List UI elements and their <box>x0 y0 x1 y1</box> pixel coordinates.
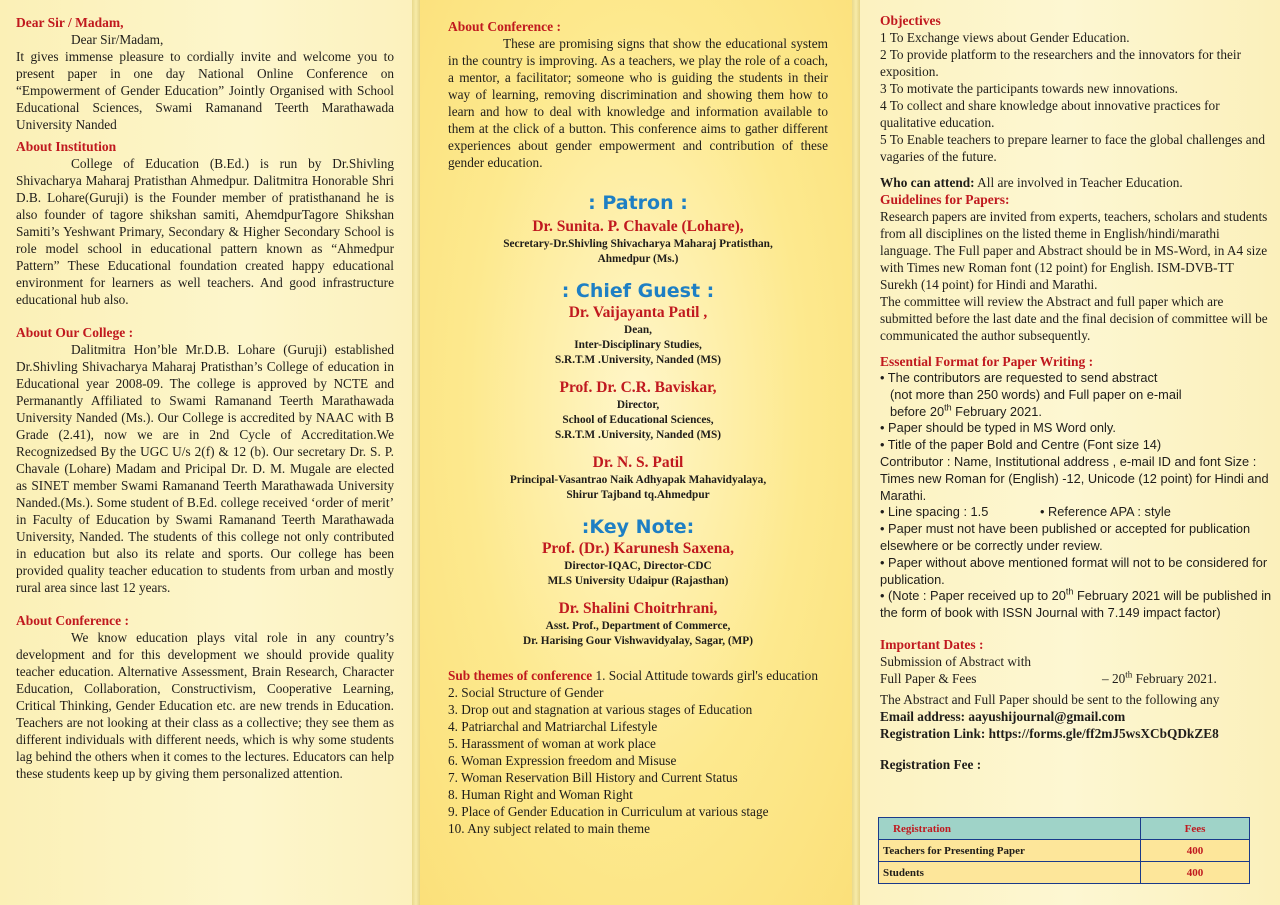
subtheme-item: 8. Human Right and Woman Right <box>448 787 633 802</box>
fee-category: Students <box>879 862 1141 884</box>
guest-line: Dean, <box>624 324 652 336</box>
subtheme-item: 1. Social Attitude towards girl's education <box>592 668 818 683</box>
subtheme-item: 3. Drop out and stagnation at various stages of Education <box>448 702 753 717</box>
patron-line: Ahmedpur (Ms.) <box>597 253 679 265</box>
greeting-heading: Dear Sir / Madam, <box>16 15 124 30</box>
email-line <box>880 708 1272 725</box>
guest-name: Dr. Vaijayanta Patil , <box>568 304 708 321</box>
conference-heading-left: About Conference : <box>16 613 129 628</box>
guest-line: S.R.T.M .University, Nanded (MS) <box>554 429 722 441</box>
guest-line: Principal-Vasantrao Naik Adhyapak Mahavidyalaya, <box>509 474 767 486</box>
who-label: Who can attend: <box>880 175 975 190</box>
subtheme-item: 5. Harassment of woman at work place <box>448 736 656 751</box>
keynote-line: Dr. Harising Gour Vishwavidyalay, Sagar, (MP) <box>523 635 753 647</box>
chief-guest-heading: : Chief Guest : <box>561 280 715 302</box>
patron-heading: : Patron : <box>588 192 688 214</box>
guest-name: Dr. N. S. Patil <box>592 454 684 471</box>
objective-item: 3 To motivate the participants towards new innovations. <box>880 81 1178 96</box>
fee-table-row <box>879 840 1250 862</box>
objectives-heading: Objectives <box>880 13 941 28</box>
guest-line: Director, <box>616 399 660 411</box>
conference-paragraph-left: We know education plays vital role in any country’s development and for this development we should provide quality teacher education. Alternative Assessment, Brain Research, Character Education, Collaboration, Constructivism, Cooperative Learning, Critical Thinking, Gender Education etc. are new trends in Education. Teachers are not looking at their class as a collective; they see them as different individuals with different needs, which is why some students lag behind the others when it comes to the lectures. Educators can help these students keep up by giving them personalized attention. <box>16 630 394 781</box>
subtheme-item: 4. Patriarchal and Matriarchal Lifestyle <box>448 719 658 734</box>
ordinal-sup: th <box>944 402 952 413</box>
college-paragraph: Dalitmitra Hon’ble Mr.D.B. Lohare (Guruji) established Dr.Shivling Shivacharya Maharaj Pratisthan’s College of education in Educational year 2008-09. The college is approved by NCTE and Permanantly Affiliated to Swami Ramanand Teerth Marathawada University Nanded (Ms.). Our College is accredited by NAAC with B Grade (2.41), now we are in 2nd Cycle of Accreditation.We Recognizedsed By the UGC U/s 2(f) & 12 (b). Our secretary Dr. S. P. Chavale (Lohare) Madam and Pricipal Dr. D. M. Mugale are elected as SINET member Swami Ramanand Teerth Marathawada University Nanded.(Ms.). Some student of B.Ed. college received ‘order of merit’ in Faculty of Education by Swami Ramanand Teerth Marathawada University, Nanded. The students of this college not only contributed in education but also its relate and sports. Our college has been provided quality teacher education to students from urban and mostly rural area since last 12 years. <box>16 342 394 595</box>
dates-value: February 2021. <box>1132 670 1217 686</box>
format-item: • The contributors are requested to send abstract <box>880 370 1158 385</box>
guest-line: S.R.T.M .University, Nanded (MS) <box>554 354 722 366</box>
dates-line <box>880 670 1272 687</box>
format-item: • Paper must not have been published or accepted for publication elsewhere or be correctly under review. <box>880 521 1251 553</box>
format-text: February 2021 will be published in the form of book with ISSN Journal with 7.149 impact factor) <box>880 588 1272 621</box>
objective-item: 2 To provide platform to the researchers and the innovators for their exposition. <box>880 47 1242 79</box>
guest-name: Prof. Dr. C.R. Baviskar, <box>559 379 717 396</box>
dates-value: – 20 <box>1102 670 1126 686</box>
ordinal-sup: th <box>1065 587 1074 598</box>
fee-table-row <box>879 862 1250 884</box>
format-item: • Paper should be typed in MS Word only. <box>880 420 1116 436</box>
dates-heading: Important Dates : <box>880 636 984 652</box>
keynote-heading: :Key Note: <box>581 516 695 538</box>
right-panel <box>860 0 1280 905</box>
format-item: • Paper without above mentioned format will not to be considered for publication. <box>880 554 1268 587</box>
who-can-attend <box>880 174 1272 191</box>
keynote-name: Prof. (Dr.) Karunesh Saxena, <box>541 540 735 557</box>
guest-line: Inter-Disciplinary Studies, <box>574 339 702 351</box>
format-heading: Essential Format for Paper Writing : <box>880 354 1094 369</box>
format-text: • Line spacing : 1.5 <box>880 504 989 520</box>
conference-heading-middle: About Conference : <box>448 19 561 34</box>
fee-header-cell: Registration <box>879 818 1141 840</box>
fee-amount: 400 <box>1141 840 1250 862</box>
subthemes-intro <box>448 667 828 684</box>
fold-divider <box>412 0 420 905</box>
intro-paragraph: It gives immense pleasure to cordially invite and welcome you to present paper in one day National Online Conference on “Empowerment of Gender Education” Jointly Organised with School Educational Sciences, Swami Ramanand Teerth Marathawada University Nanded <box>16 49 394 132</box>
guest-line: School of Educational Sciences, <box>562 414 714 426</box>
email-address[interactable]: aayushijournal@gmail.com <box>965 708 1126 724</box>
registration-fee-heading: Registration Fee : <box>880 756 982 772</box>
format-item <box>880 504 1272 521</box>
left-panel <box>0 0 412 905</box>
registration-link-label: Registration Link: <box>880 725 986 741</box>
dates-label: Full Paper & Fees <box>880 670 977 686</box>
institution-heading: About Institution <box>16 139 117 154</box>
objective-item: 5 To Enable teachers to prepare learner to face the global challenges and vagaries of the future. <box>880 132 1265 164</box>
format-item: Contributor : Name, Institutional address , e-mail ID and font Size : Times new Roman for (English) -12, Unicode (12 point) for Hindi and Marathi. <box>880 453 1269 503</box>
registration-fee-table <box>878 817 1250 884</box>
objective-item: 1 To Exchange views about Gender Education. <box>880 30 1130 45</box>
email-label: Email address: <box>880 708 966 724</box>
patron-name: Dr. Sunita. P. Chavale (Lohare), <box>532 218 744 235</box>
guest-line: Shirur Tajband tq.Ahmedpur <box>566 489 710 501</box>
middle-panel <box>420 0 852 905</box>
keynote-line: Director-IQAC, Director-CDC <box>564 560 712 572</box>
subthemes-heading: Sub themes of conference <box>448 668 593 683</box>
keynote-line: MLS University Udaipur (Rajasthan) <box>547 575 729 587</box>
format-list <box>880 370 1272 622</box>
institution-paragraph: College of Education (B.Ed.) is run by Dr.Shivling Shivacharya Maharaj Pratisthan Ahmedpur. Dalitmitra Honorable Shri D.B. Lohare(Guruji) is the Founder member of pratisthanand he is also founder of tagore shikshan samiti, AhemdpurTagore Shikshan Samiti’s Yeshwant Primary, Secondary & Higher Secondary School is role model school in educational pattern known as “Ahmedpur Pattern” These Educational foundation created happy educational environment for learners as well teachers. And good infrastructure educational hub also. <box>16 156 394 307</box>
subtheme-item: 2. Social Structure of Gender <box>448 685 604 700</box>
format-item <box>880 404 1272 421</box>
college-heading: About Our College : <box>16 325 134 340</box>
who-text: All are involved in Teacher Education. <box>974 175 1183 190</box>
format-item: • Title of the paper Bold and Centre (Font size 14) <box>880 437 1162 453</box>
format-text: before 20 <box>890 403 945 419</box>
fold-divider <box>852 0 860 905</box>
format-text: • (Note : Paper received up to 20 <box>880 588 1066 604</box>
fee-category: Teachers for Presenting Paper <box>879 840 1141 862</box>
registration-link[interactable]: https://forms.gle/ff2mJ5wsXCbQDkZE8 <box>985 725 1219 741</box>
fee-amount: 400 <box>1141 862 1250 884</box>
keynote-name: Dr. Shalini Choitrhrani, <box>558 600 718 617</box>
format-text: • Reference APA : style <box>1040 504 1171 520</box>
dates-line: Submission of Abstract with <box>880 653 1032 669</box>
subtheme-item: 9. Place of Gender Education in Curriculum at various stage <box>448 804 769 819</box>
subtheme-item: 7. Woman Reservation Bill History and Current Status <box>448 770 738 785</box>
subtheme-item: 6. Woman Expression freedom and Misuse <box>448 753 677 768</box>
format-item: (not more than 250 words) and Full paper on e-mail <box>890 386 1182 402</box>
subthemes-list <box>448 684 828 837</box>
send-text: The Abstract and Full Paper should be sent to the following any <box>880 691 1220 707</box>
format-text: February 2021. <box>951 403 1042 419</box>
fee-table-header <box>879 818 1250 840</box>
registration-link-line <box>880 725 1272 742</box>
patron-line: Secretary-Dr.Shivling Shivacharya Maharaj Pratisthan, <box>503 238 773 250</box>
objective-item: 4 To collect and share knowledge about innovative practices for qualitative education. <box>880 98 1220 130</box>
conference-paragraph-middle: These are promising signs that show the educational system in the country is improving. As a teachers, we play the role of a coach, a mentor, a facilitator; someone who is guiding the students in their way of learning, removing discrimination and showing them how to learn and how to deal with knowledge and information available to them at the click of a button. This conference aims to gather different experiences about gender empowerment and contribution of these gender education. <box>448 36 828 170</box>
ordinal-sup: th <box>1125 669 1133 680</box>
guidelines-paragraph: Research papers are invited from experts, teachers, scholars and students from all disciplines on the listed theme in English/hindi/marathi language. The Full paper and Abstract should be in MS-Word, in A4 size with Times new Roman font (12 point) for English. ISM-DVB-TT Surekh (14 point) for Hindi and Marathi. <box>880 209 1268 292</box>
subtheme-item: 10. Any subject related to main theme <box>448 821 650 836</box>
guidelines-paragraph: The committee will review the Abstract and full paper which are submitted before the last date and the final decision of committee will be communicated the author subsequently. <box>880 294 1268 343</box>
keynote-line: Asst. Prof., Department of Commerce, <box>545 620 731 632</box>
guidelines-heading: Guidelines for Papers: <box>880 192 1010 207</box>
fee-header-cell: Fees <box>1141 818 1250 840</box>
format-item <box>880 588 1272 622</box>
greeting-line: Dear Sir/Madam, <box>71 32 164 47</box>
